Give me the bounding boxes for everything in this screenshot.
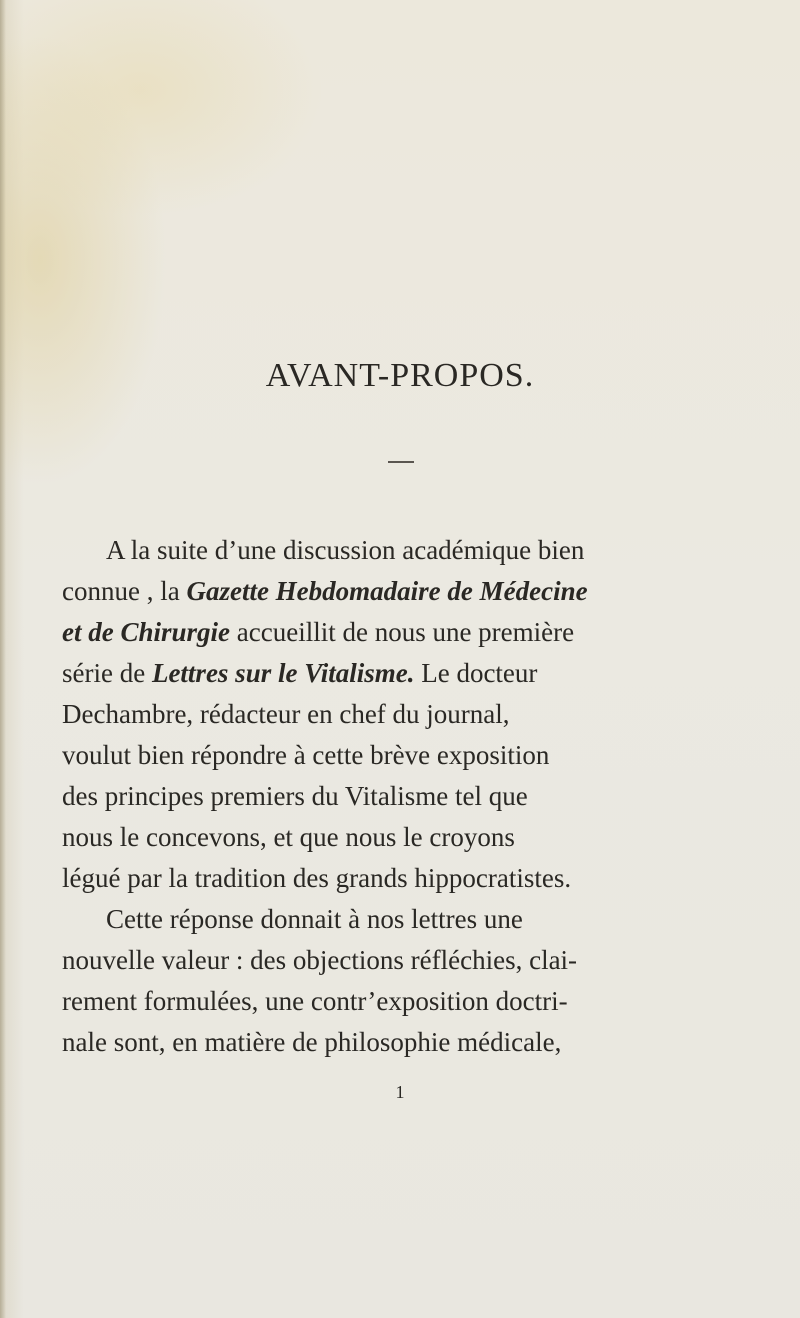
text-run: Le docteur xyxy=(414,658,538,688)
text-run: série de xyxy=(62,658,152,688)
text-line xyxy=(62,612,742,653)
text-run: des principes premiers du Vitalisme tel que xyxy=(62,781,528,811)
heading-divider xyxy=(388,461,414,463)
text-run: Dechambre, rédacteur en chef du journal, xyxy=(62,699,510,729)
text-run: connue , la xyxy=(62,576,187,606)
text-run: rement formulées, une contr’exposition doctri- xyxy=(62,986,568,1016)
page-edge-shadow xyxy=(0,0,6,1318)
text-run: légué par la tradition des grands hippocratistes. xyxy=(62,863,572,893)
text-line xyxy=(62,817,742,858)
text-line xyxy=(62,694,742,735)
text-run: A la suite d’une discussion académique bien xyxy=(106,535,585,565)
text-line xyxy=(62,776,742,817)
text-line xyxy=(62,571,742,612)
text-run: nous le concevons, et que nous le croyons xyxy=(62,822,515,852)
text-line xyxy=(62,899,742,940)
work-title: Lettres sur le Vitalisme. xyxy=(151,658,415,688)
text-run: Cette réponse donnait à nos lettres une xyxy=(106,904,523,934)
journal-title-cont: et de Chirurgie xyxy=(62,617,231,647)
text-run: accueillit de nous une première xyxy=(230,617,575,647)
text-line xyxy=(62,1022,742,1063)
text-line xyxy=(62,981,742,1022)
text-line xyxy=(62,735,742,776)
text-run: voulut bien répondre à cette brève exposition xyxy=(62,740,550,770)
text-run: nale sont, en matière de philosophie médicale, xyxy=(62,1027,562,1057)
text-line xyxy=(62,530,742,571)
text-line xyxy=(62,653,742,694)
journal-title: Gazette Hebdomadaire de Médecine xyxy=(186,576,588,606)
text-run: nouvelle valeur : des objections réfléchies, clai- xyxy=(62,945,578,975)
page-number: 1 xyxy=(395,1082,405,1102)
text-line xyxy=(62,858,742,899)
page-heading: AVANT-PROPOS. xyxy=(265,357,535,394)
body-paragraph xyxy=(62,530,742,1063)
text-line xyxy=(62,940,742,981)
